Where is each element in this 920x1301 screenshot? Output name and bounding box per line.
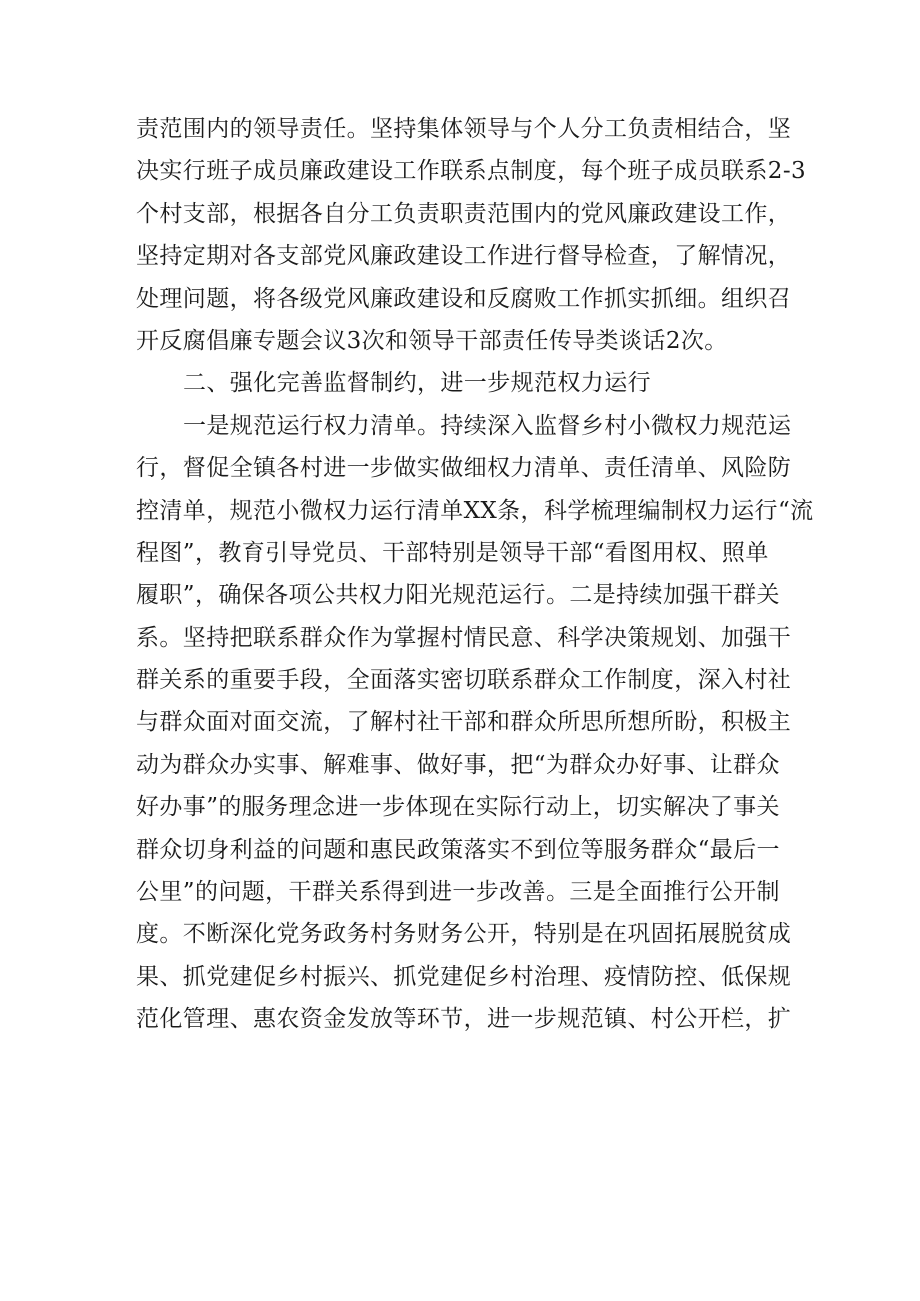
paragraph-line: 好办事”的服务理念进一步体现在实际行动上，切实解决了事关: [136, 794, 780, 821]
paragraph-line: 决实行班子成员廉政建设工作联系点制度，每个班子成员联系2-3: [136, 158, 807, 185]
paragraph-line: 范化管理、惠农资金发放等环节，进一步规范镇、村公开栏，扩: [136, 1006, 792, 1033]
paragraph-line: 个村支部，根据各自分工负责职责范围内的党风廉政建设工作，: [136, 200, 792, 227]
paragraph-line: 一是规范运行权力清单。持续深入监督乡村小微权力规范运: [183, 412, 792, 439]
paragraph-line: 公里”的问题，干群关系得到进一步改善。三是全面推行公开制: [136, 879, 780, 906]
paragraph-line: 动为群众办实事、解难事、做好事，把“为群众办好事、让群众: [136, 751, 780, 778]
paragraph-line: 坚持定期对各支部党风廉政建设工作进行督导检查，了解情况，: [136, 243, 792, 270]
paragraph-line: 控清单，规范小微权力运行清单XX条，科学梳理编制权力运行“流: [136, 497, 814, 524]
document-body: [136, 108, 814, 1041]
paragraph-line: 系。坚持把联系群众作为掌握村情民意、科学决策规划、加强干: [136, 624, 792, 651]
paragraph-line: 群关系的重要手段，全面落实密切联系群众工作制度，深入村社: [136, 667, 792, 694]
paragraph-line: 行，督促全镇各村进一步做实做细权力清单、责任清单、风险防: [136, 455, 792, 482]
section-heading: 二、强化完善监督制约，进一步规范权力运行: [183, 370, 651, 397]
paragraph-line: 履职”，确保各项公共权力阳光规范运行。二是持续加强干群关: [136, 582, 780, 609]
paragraph-line: 开反腐倡廉专题会议3次和领导干部责任传导类谈话2次。: [136, 327, 728, 354]
paragraph-line: 与群众面对面交流，了解村社干部和群众所思所想所盼，积极主: [136, 709, 792, 736]
paragraph-line: 处理问题，将各级党风廉政建设和反腐败工作抓实抓细。组织召: [136, 285, 792, 312]
paragraph-line: 果、抓党建促乡村振兴、抓党建促乡村治理、疫情防控、低保规: [136, 963, 792, 990]
paragraph-line: 责范围内的领导责任。坚持集体领导与个人分工负责相结合，坚: [136, 116, 792, 142]
paragraph-line: 程图”，教育引导党员、干部特别是领导干部“看图用权、照单: [136, 539, 769, 566]
paragraph-line: 群众切身利益的问题和惠民政策落实不到位等服务群众“最后一: [136, 836, 780, 863]
paragraph-line: 度。不断深化党务政务村务财务公开，特别是在巩固拓展脱贫成: [136, 921, 792, 948]
